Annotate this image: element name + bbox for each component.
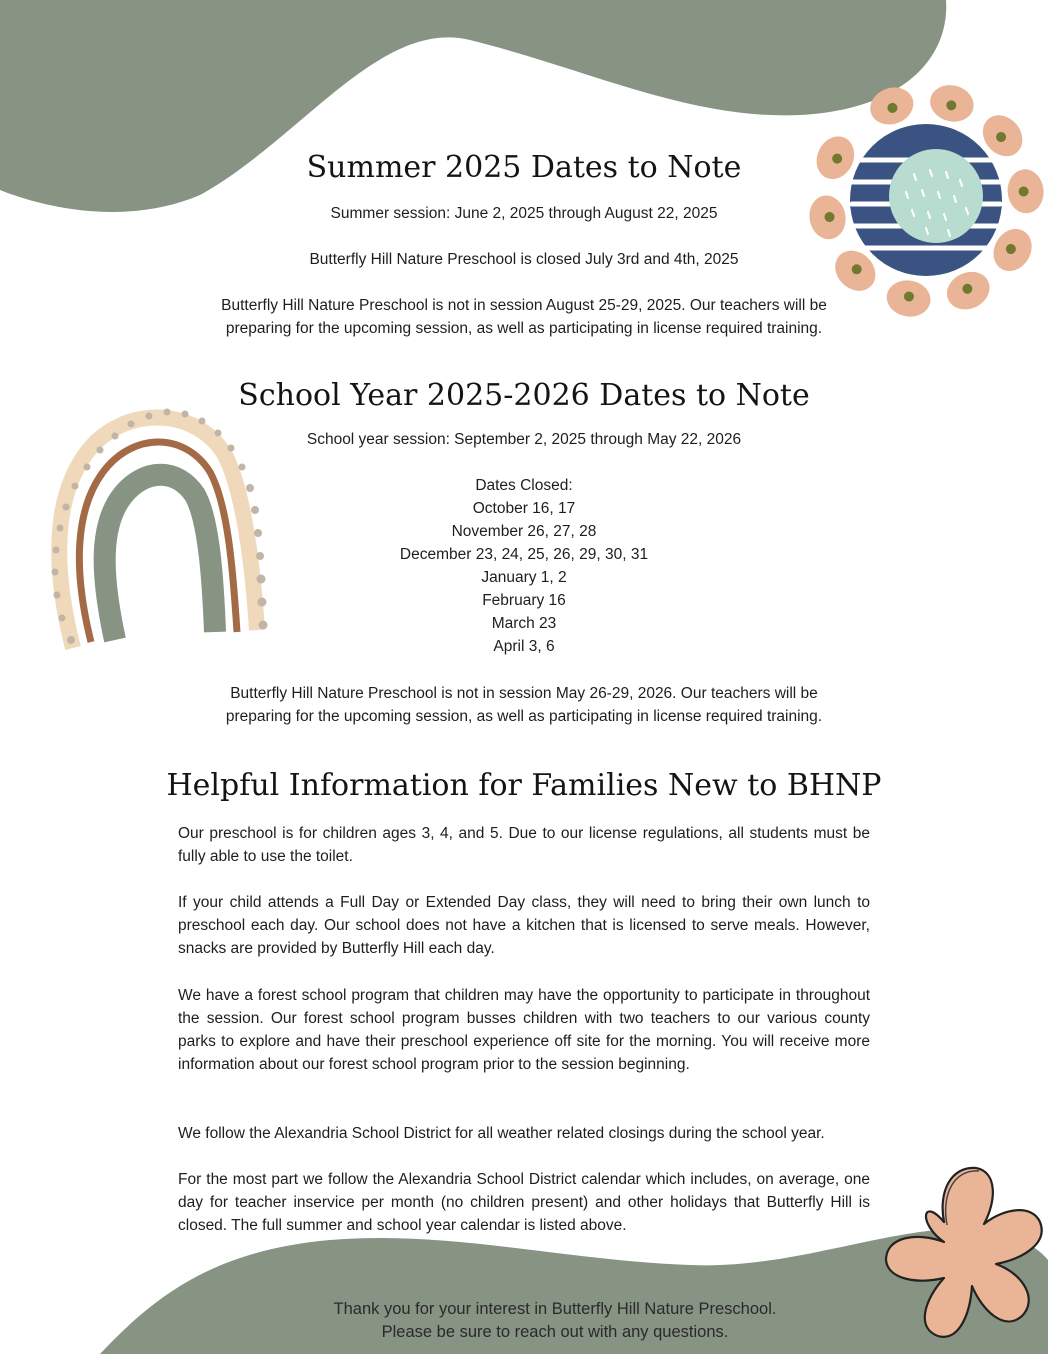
school-year-not-in-session-line2: preparing for the upcoming session, as well as participating in license required training. (225, 708, 823, 725)
info-paragraph-forest-school: We have a forest school program that children may have the opportunity to participate in throughout the session. Our forest school program busses children with two teachers to our various county parks to explore and have their preschool experience off site for the morning. You will receive more information about our forest school program prior to the session beginning. (178, 987, 870, 1073)
summer-session: Summer session: June 2, 2025 through August 22, 2025 (330, 205, 718, 222)
dates-closed-heading: Dates Closed: (475, 477, 573, 494)
summer-title: Summer 2025 Dates to Note (306, 150, 742, 185)
summer-not-in-session-line1: Butterfly Hill Nature Preschool is not in session August 25-29, 2025. Our teachers will be (221, 297, 827, 314)
info-paragraph-ages: Our preschool is for children ages 3, 4, and 5. Due to our license regulations, all students must be fully able to use the toilet. (178, 825, 870, 865)
school-year-not-in-session-line1: Butterfly Hill Nature Preschool is not in session May 26-29, 2026. Our teachers will be (230, 685, 818, 702)
footer-thanks: Thank you for your interest in Butterfly Hill Nature Preschool. (333, 1300, 777, 1318)
info-paragraph-weather: We follow the Alexandria School District for all weather related closings during the school year. (178, 1125, 825, 1142)
closed-date-item: April 3, 6 (493, 638, 555, 655)
closed-date-item: November 26, 27, 28 (451, 523, 597, 540)
closed-date-item: February 16 (482, 592, 566, 609)
summer-closed: Butterfly Hill Nature Preschool is closed July 3rd and 4th, 2025 (309, 251, 739, 268)
closed-date-item: March 23 (491, 615, 557, 632)
flower-illustration (800, 80, 1048, 320)
school-year-session: School year session: September 2, 2025 through May 22, 2026 (306, 431, 742, 448)
closed-date-item: December 23, 24, 25, 26, 29, 30, 31 (399, 546, 649, 563)
dates-closed-list (0, 497, 1048, 658)
info-paragraph-calendar: For the most part we follow the Alexandria School District calendar which includes, on average, one day for teacher inservice per month (no children present) and other holidays that Butterfly Hill is closed. The full summer and school year calendar is listed above. (178, 1171, 870, 1234)
closed-date-item: January 1, 2 (481, 569, 567, 586)
helpful-info-title: Helpful Information for Families New to BHNP (166, 768, 882, 803)
closed-date-item: October 16, 17 (472, 500, 576, 517)
school-year-title: School Year 2025-2026 Dates to Note (238, 378, 810, 413)
info-paragraph-lunch: If your child attends a Full Day or Extended Day class, they will need to bring their own lunch to preschool each day. Our school does not have a kitchen that is licensed to serve meals. However, snacks are provided by Butterfly Hill each day. (178, 894, 870, 957)
footer-contact: Please be sure to reach out with any questions. (381, 1323, 729, 1341)
summer-not-in-session-line2: preparing for the upcoming session, as well as participating in license required training. (225, 320, 823, 337)
